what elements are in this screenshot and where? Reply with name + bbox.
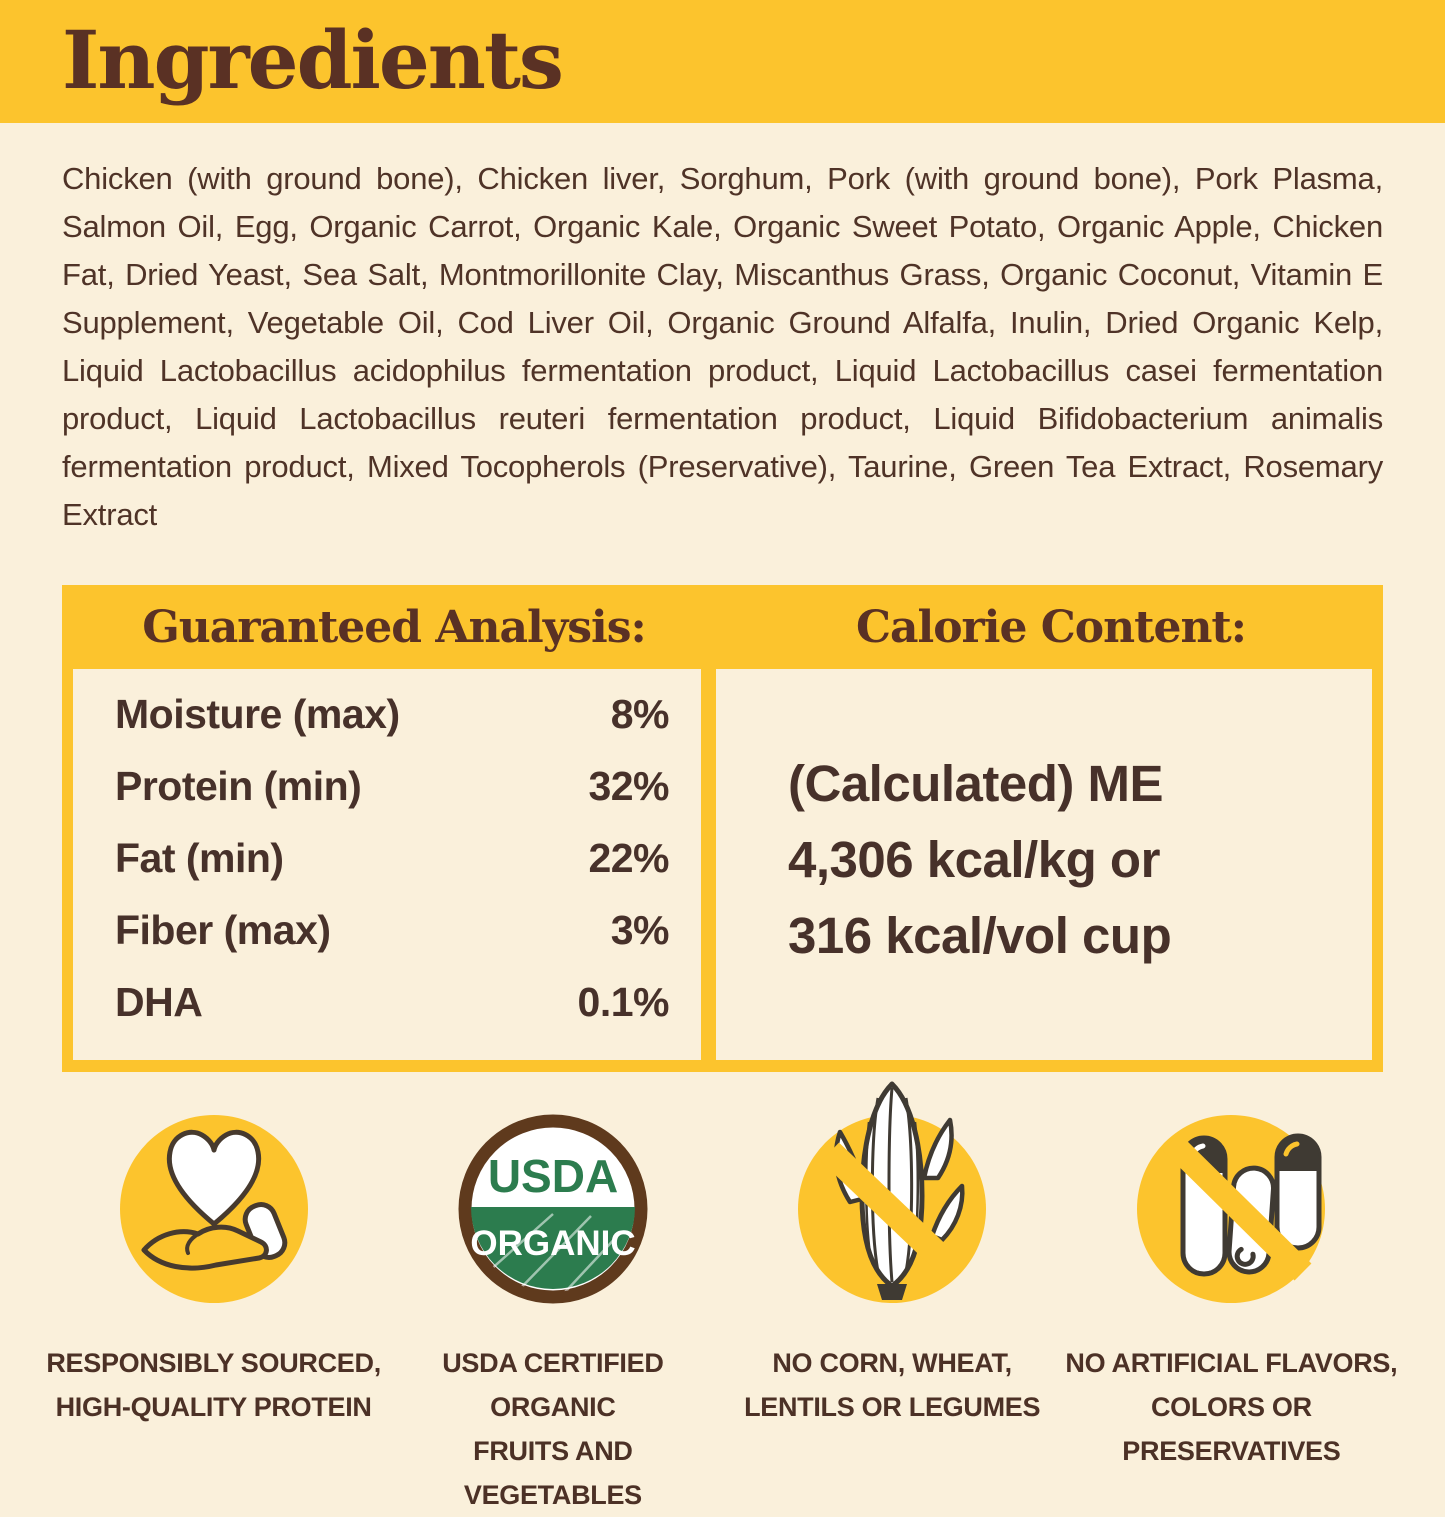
row-label: Fat (min) [115, 835, 284, 881]
box-panels [73, 669, 1372, 1060]
page-title: Ingredients [62, 12, 562, 107]
row-value: 3% [610, 907, 669, 953]
no-corn-icon [792, 1074, 992, 1309]
usda-badge-top-label: USDA [487, 1150, 619, 1202]
table-row [115, 835, 669, 907]
guaranteed-analysis-title: Guaranteed Analysis: [142, 601, 646, 653]
calorie-line: 4,306 kcal/kg or [788, 830, 1160, 888]
feature-no-corn [723, 1074, 1062, 1517]
feature-caption: RESPONSIBLY SOURCED, HIGH-QUALITY PROTEIN [46, 1348, 381, 1422]
guaranteed-analysis-table [73, 669, 701, 1060]
row-value: 22% [588, 835, 669, 881]
ingredients-paragraph: Chicken (with ground bone), Chicken liver, Sorghum, Pork (with ground bone), Pork Plasma, Salmon Oil, Egg, Organic Carrot, Organic Kale, Organic Sweet Potato, Organic Apple, Chicken Fat, Dried Yeast, Sea Salt, Montmorillonite Clay, Miscanthus Grass, Organic Coconut, Vitamin E Supplement, Vegetable Oil, Cod Liver Oil, Organic Ground Alfalfa, Inulin, Dried Organic Kelp, Liquid Lactobacillus acidophilus fermentation product, Liquid Lactobacillus casei fermentation product, Liquid Lactobacillus reuteri fermentation product, Liquid Bifidobacterium animalis fermentation product, Mixed Tocopherols (Preservative), Taurine, Green Tea Extract, Rosemary Extract [62, 161, 1383, 532]
usda-badge-bottom-label: ORGANIC [470, 1224, 636, 1263]
row-value: 32% [588, 763, 669, 809]
table-row [115, 691, 669, 763]
guaranteed-analysis-box [62, 585, 1383, 1072]
feature-usda-organic [383, 1074, 722, 1517]
feature-caption: NO CORN, WHEAT, LENTILS OR LEGUMES [744, 1348, 1041, 1422]
calorie-content-title: Calorie Content: [855, 601, 1247, 653]
table-row [115, 763, 669, 835]
calorie-line: 316 kcal/vol cup [788, 906, 1172, 964]
row-value: 8% [610, 691, 669, 737]
table-row [115, 979, 669, 1051]
table-row [115, 907, 669, 979]
row-value: 0.1% [577, 979, 669, 1025]
features-row [44, 1074, 1401, 1517]
no-artificial-additives-icon [1131, 1074, 1331, 1309]
heart-in-hand-icon [114, 1074, 314, 1309]
feature-caption: USDA CERTIFIED ORGANIC FRUITS AND VEGETABLES [442, 1348, 664, 1510]
feature-no-artificial [1062, 1074, 1401, 1517]
feature-caption: NO ARTIFICIAL FLAVORS, COLORS OR PRESERVATIVES [1065, 1348, 1398, 1466]
calorie-line: (Calculated) ME [788, 754, 1164, 812]
masthead [0, 0, 1445, 123]
box-title-band [73, 585, 1372, 669]
usda-organic-seal-icon [453, 1074, 653, 1309]
feature-responsibly-sourced [44, 1074, 383, 1517]
row-label: DHA [115, 979, 203, 1025]
row-label: Protein (min) [115, 763, 362, 809]
row-label: Fiber (max) [115, 907, 331, 953]
calorie-content-panel [716, 669, 1372, 1060]
row-label: Moisture (max) [115, 691, 400, 737]
